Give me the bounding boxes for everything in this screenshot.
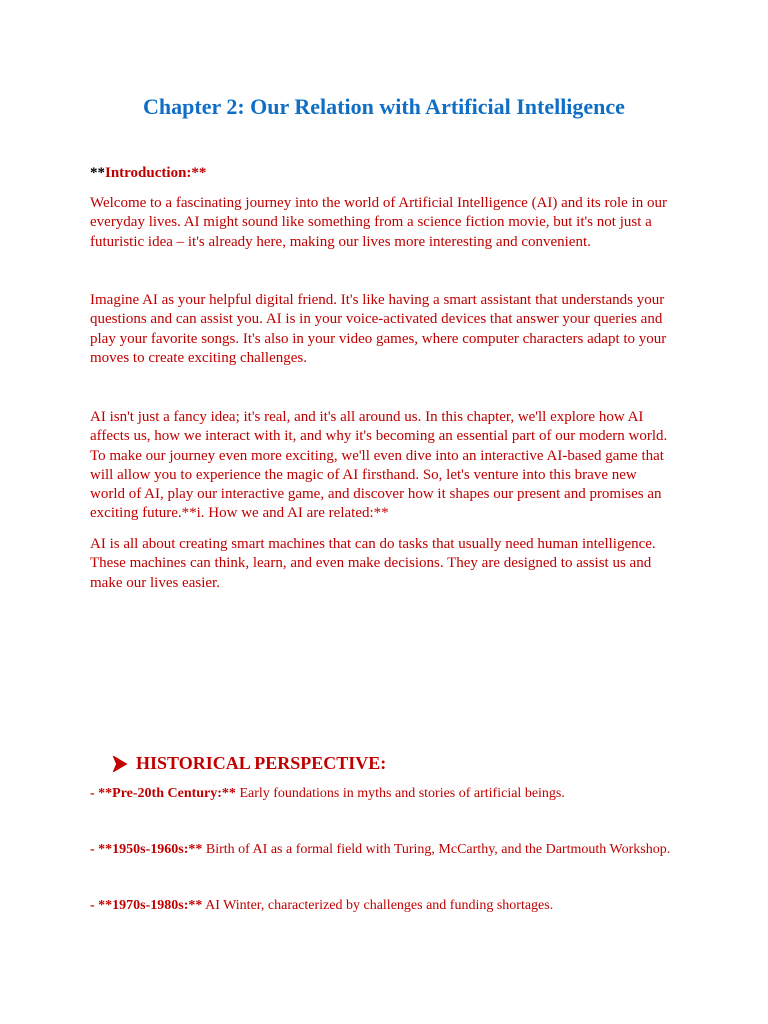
history-period: - **1970s-1980s:** bbox=[90, 898, 203, 913]
introduction-prefix: ** bbox=[90, 165, 105, 181]
history-description: Early foundations in myths and stories of artificial beings. bbox=[235, 786, 565, 801]
history-item bbox=[90, 841, 690, 859]
intro-paragraph-2: Imagine AI as your helpful digital friend. It's like having a smart assistant that understands your questions and can assist you. AI is in your voice-activated devices that answer your queries and play your favorite songs. It's also in your video games, where computer characters adapt to your moves to create exciting challenges. bbox=[90, 292, 667, 366]
intro-paragraph-4: AI is all about creating smart machines that can do tasks that usually need human intelligence. These machines can think, learn, and even make decisions. They are designed to assist us and make our lives easier. bbox=[90, 536, 656, 591]
historical-heading-text: HISTORICAL PERSPECTIVE: bbox=[136, 753, 387, 773]
history-period: - **1950s-1960s:** bbox=[90, 842, 203, 857]
introduction-heading bbox=[90, 164, 206, 183]
history-item bbox=[90, 785, 690, 803]
history-period: - **Pre-20th Century:** bbox=[90, 786, 236, 801]
history-description: AI Winter, characterized by challenges and funding shortages. bbox=[202, 898, 554, 913]
history-description: Birth of AI as a formal field with Turing, McCarthy, and the Dartmouth Workshop. bbox=[202, 842, 671, 857]
chapter-title: Chapter 2: Our Relation with Artificial Intelligence bbox=[143, 94, 625, 119]
intro-paragraph-1: Welcome to a fascinating journey into the world of Artificial Intelligence (AI) and its role in our everyday lives. AI might sound like something from a science fiction movie, but it's not just a futuristic idea – it's already here, making our lives more interesting and convenient. bbox=[90, 195, 667, 250]
introduction-label: Introduction:** bbox=[105, 165, 207, 181]
history-item bbox=[90, 897, 690, 915]
historical-heading bbox=[112, 752, 386, 774]
arrowhead-bullet-icon bbox=[112, 755, 128, 771]
intro-paragraph-3: AI isn't just a fancy idea; it's real, and it's all around us. In this chapter, we'll explore how AI affects us, how we interact with it, and why it's becoming an essential part of our modern world. To make our journey even more exciting, we'll even dive into an interactive AI-based game that will allow you to experience the magic of AI firsthand. So, let's venture into this brave new world of AI, play our interactive game, and discover how it shapes our present and promises an exciting future.**i. How we and AI are related:** bbox=[90, 409, 668, 522]
